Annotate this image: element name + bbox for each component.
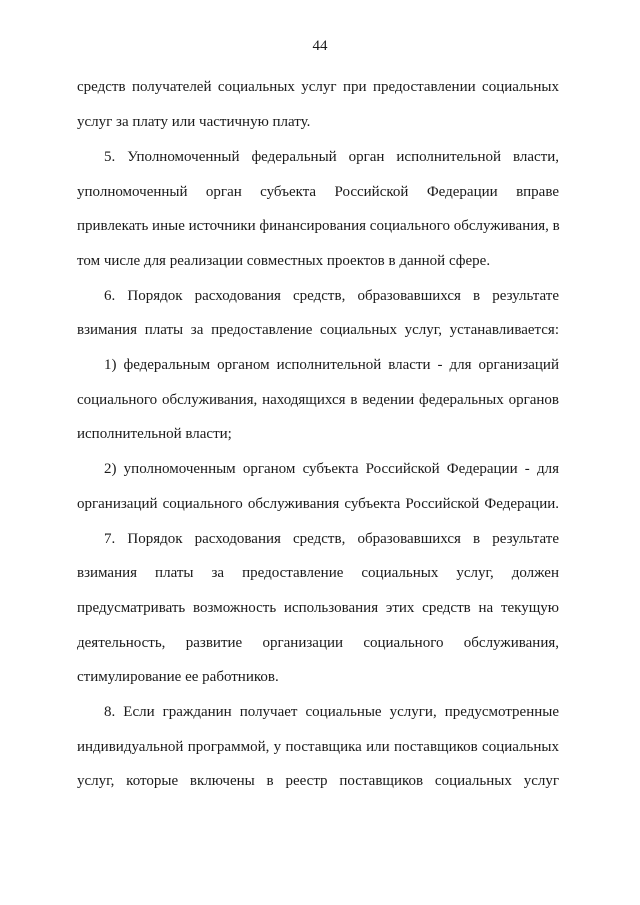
text-line: социального обслуживания, находящихся в ведении федеральных органов <box>77 392 559 408</box>
text-line: предусматривать возможность использования этих средств на текущую <box>77 600 559 616</box>
text-line: услуг, которые включены в реестр поставщиков социальных услуг <box>77 773 559 789</box>
text-line: взимания платы за предоставление социальных услуг, устанавливается: <box>77 322 559 338</box>
text-line: средств получателей социальных услуг при предоставлении социальных <box>77 79 559 95</box>
text-line: 8. Если гражданин получает социальные услуги, предусмотренные <box>104 704 559 720</box>
text-line: 2) уполномоченным органом субъекта Российской Федерации - для <box>104 461 559 477</box>
text-line: взимания платы за предоставление социальных услуг, должен <box>77 565 559 581</box>
text-line: 7. Порядок расходования средств, образовавшихся в результате <box>104 531 559 547</box>
text-line: исполнительной власти; <box>77 426 232 442</box>
page-number: 44 <box>312 38 328 54</box>
text-line: 5. Уполномоченный федеральный орган исполнительной власти, <box>104 149 559 165</box>
text-line: том числе для реализации совместных проектов в данной сфере. <box>77 253 491 269</box>
text-line: деятельность, развитие организации социального обслуживания, <box>77 635 559 651</box>
text-line: стимулирование ее работников. <box>77 669 279 685</box>
text-line: 6. Порядок расходования средств, образовавшихся в результате <box>104 288 559 304</box>
text-line: уполномоченный орган субъекта Российской Федерации вправе <box>77 184 559 200</box>
text-line: услуг за плату или частичную плату. <box>77 114 311 130</box>
text-line: индивидуальной программой, у поставщика или поставщиков социальных <box>77 739 559 755</box>
text-line: организаций социального обслуживания субъекта Российской Федерации. <box>77 496 559 512</box>
text-line: привлекать иные источники финансирования социального обслуживания, в <box>77 218 560 234</box>
text-line: 1) федеральным органом исполнительной власти - для организаций <box>104 357 559 373</box>
